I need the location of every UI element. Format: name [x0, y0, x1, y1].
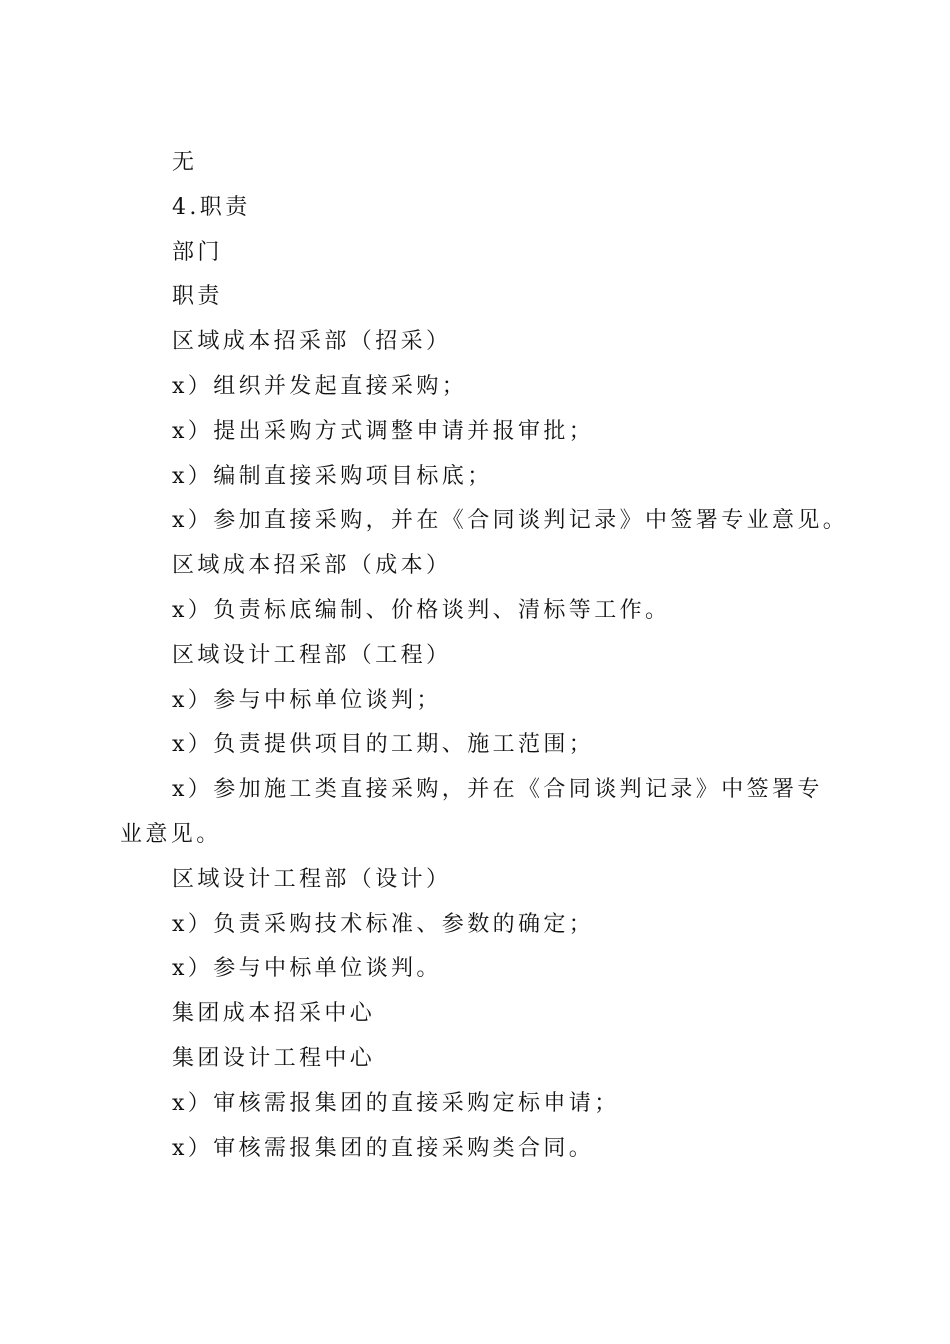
duty-item: x）参与中标单位谈判。 — [172, 956, 442, 982]
duty-item: x）负责提供项目的工期、施工范围； — [172, 732, 595, 758]
duty-item: x）参与中标单位谈判； — [172, 687, 442, 713]
department-heading: 区域成本招采部（招采） — [172, 329, 452, 355]
department-heading: 区域成本招采部（成本） — [172, 553, 452, 579]
duty-item: x）负责采购技术标准、参数的确定； — [172, 911, 595, 937]
department-heading: 区域设计工程部（设计） — [172, 866, 452, 892]
document-body — [120, 141, 849, 1171]
text-line: 部门 — [172, 239, 223, 265]
text-line: 无 — [172, 150, 198, 175]
duty-item: x）负责标底编制、价格谈判、清标等工作。 — [172, 597, 671, 623]
department-heading: 区域设计工程部（工程） — [172, 642, 452, 668]
duty-item: x）参加直接采购，并在《合同谈判记录》中签署专业意见。 — [172, 508, 849, 534]
duty-item: x）提出采购方式调整申请并报审批； — [172, 418, 595, 444]
text-line: 职责 — [172, 284, 223, 310]
section-heading: 4.职责 — [172, 194, 251, 220]
duty-item: x）审核需报集团的直接采购定标申请； — [172, 1090, 620, 1116]
duty-item: x）参加施工类直接采购，并在《合同谈判记录》中签署专业意见。 — [120, 777, 823, 847]
duty-item: x）审核需报集团的直接采购类合同。 — [172, 1135, 595, 1161]
duty-item: x）编制直接采购项目标底； — [172, 463, 493, 489]
department-heading: 集团成本招采中心 — [172, 1001, 376, 1027]
duty-item: x）组织并发起直接采购； — [172, 373, 468, 399]
department-heading: 集团设计工程中心 — [172, 1045, 376, 1071]
